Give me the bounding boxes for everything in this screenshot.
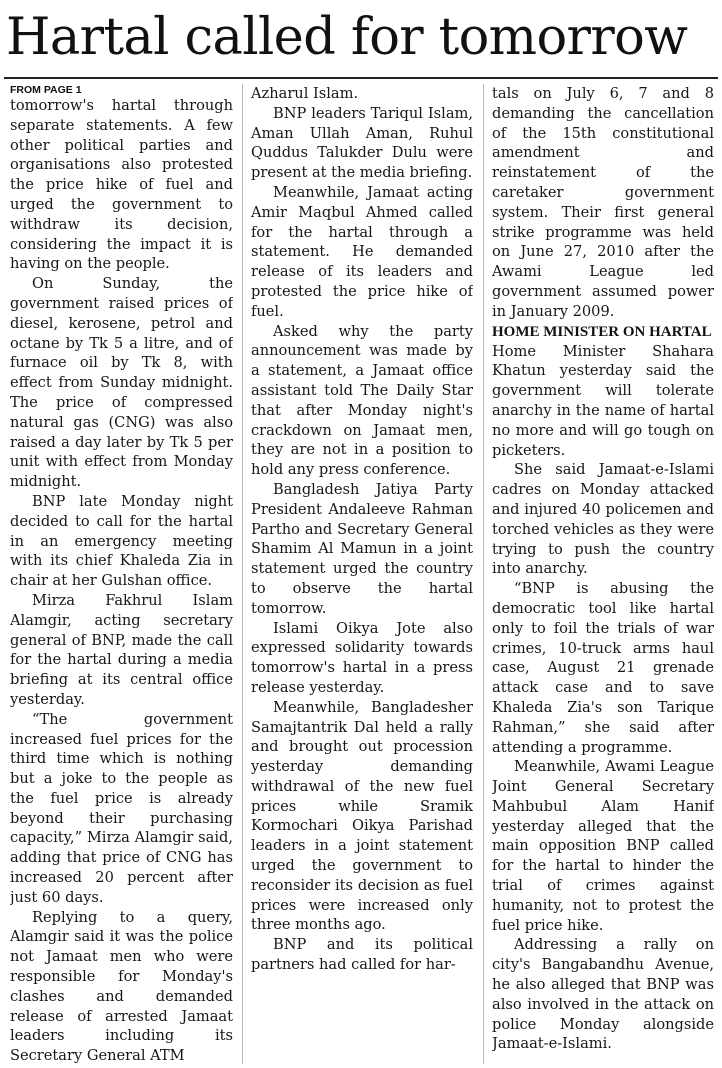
paragraph: On Sunday, the government raised prices of diesel, kerosene, petrol and octane by Tk 5 a litre, and of furnace oil by Tk 8, with effect from Sunday midnight. The price of compressed natural gas (CNG) was also raised a day later by Tk 5 per unit with effect from Monday midnight. <box>10 275 233 491</box>
paragraph: tomorrow's hartal through separate statements. A few other political parties and organisations also protested the price hike of fuel and urged the government to withdraw its decision, considering the impact it is having on the people. <box>10 97 233 273</box>
column-divider <box>242 84 243 1064</box>
paragraph: Islami Oikya Jote also expressed solidarity towards tomorrow's hartal in a press release yesterday. <box>251 619 473 696</box>
jump-label: FROM PAGE 1 <box>10 84 82 96</box>
paragraph: BNP late Monday night decided to call for the hartal in an emergency meeting with its chief Khaleda Zia in chair at her Gulshan office. <box>10 492 233 590</box>
paragraph: Asked why the party announcement was made by a statement, a Jamaat office assistant told The Daily Star that after Monday night's crackdown on Jamaat men, they are not in a position to hold any press conference. <box>251 322 473 479</box>
article-column-1 <box>10 84 233 1066</box>
paragraph: BNP and its political partners had called for har- <box>251 936 473 974</box>
paragraph: BNP leaders Tariqul Islam, Aman Ullah Aman, Ruhul Quddus Talukder Dulu were present at the media briefing. <box>251 104 473 182</box>
headline-rule <box>4 77 718 79</box>
paragraph: Meanwhile, Jamaat acting Amir Maqbul Ahmed called for the hartal through a statement. He demanded release of its leaders and protested the price hike of fuel. <box>251 183 473 320</box>
paragraph: Addressing a rally on city's Bangabandhu Avenue, he also alleged that BNP was also involved in the attack on police Monday alongside Jamaat-e-Islami. <box>492 936 714 1053</box>
column-divider <box>483 84 484 1064</box>
paragraph: Replying to a query, Alamgir said it was the police not Jamaat men who were responsible for Monday's clashes and demanded release of arrested Jamaat leaders including its Secretary General ATM <box>10 908 233 1065</box>
paragraph: Meanwhile, Awami League Joint General Secretary Mahbubul Alam Hanif yesterday alleged that the main opposition BNP called for the hartal to hinder the trial of crimes against humanity, not to protest the fuel price hike. <box>492 758 714 934</box>
paragraph: “The government increased fuel prices for the third time which is nothing but a joke to the people as the fuel price is already beyond their purchasing capacity,” Mirza Alamgir said, adding that price of CNG has increased 20 percent after just 60 days. <box>10 710 233 906</box>
paragraph: Home Minister Shahara Khatun yesterday said the government will tolerate anarchy in the name of hartal no more and will go tough on picketers. <box>492 342 714 459</box>
headline: Hartal called for tomorrow <box>6 8 688 67</box>
article-column-2 <box>251 84 473 1066</box>
paragraph: Meanwhile, Bangladesher Samajtantrik Dal held a rally and brought out procession yesterday demanding withdrawal of the new fuel prices while Sramik Kormochari Oikya Parishad leaders in a joint statement urged the government to reconsider its decision as fuel prices were increased only three months ago. <box>251 698 473 934</box>
paragraph: “BNP is abusing the democratic tool like hartal only to foil the trials of war crimes, 10-truck arms haul case, August 21 grenade attack case and to save Khaleda Zia's son Tarique Rahman,” she said after attending a programme. <box>492 580 714 756</box>
paragraph: Azharul Islam. <box>251 85 359 102</box>
subhead: HOME MINISTER ON HARTAL <box>492 323 712 340</box>
paragraph: Mirza Fakhrul Islam Alamgir, acting secretary general of BNP, made the call for the hartal during a media briefing at its central office yesterday. <box>10 591 233 708</box>
article-column-3 <box>492 84 714 1066</box>
paragraph: tals on July 6, 7 and 8 demanding the cancellation of the 15th constitutional amendment and reinstatement of the caretaker government system. Their first general strike programme was held on June 27, 2010 after the Awami League led government assumed power in January 2009. <box>492 85 714 320</box>
paragraph: Bangladesh Jatiya Party President Andaleeve Rahman Partho and Secretary General Shamim Al Mamun in a joint statement urged the country to observe the hartal tomorrow. <box>251 480 473 617</box>
paragraph: She said Jamaat-e-Islami cadres on Monday attacked and injured 40 policemen and torched vehicles as they were trying to push the country into anarchy. <box>492 461 714 578</box>
